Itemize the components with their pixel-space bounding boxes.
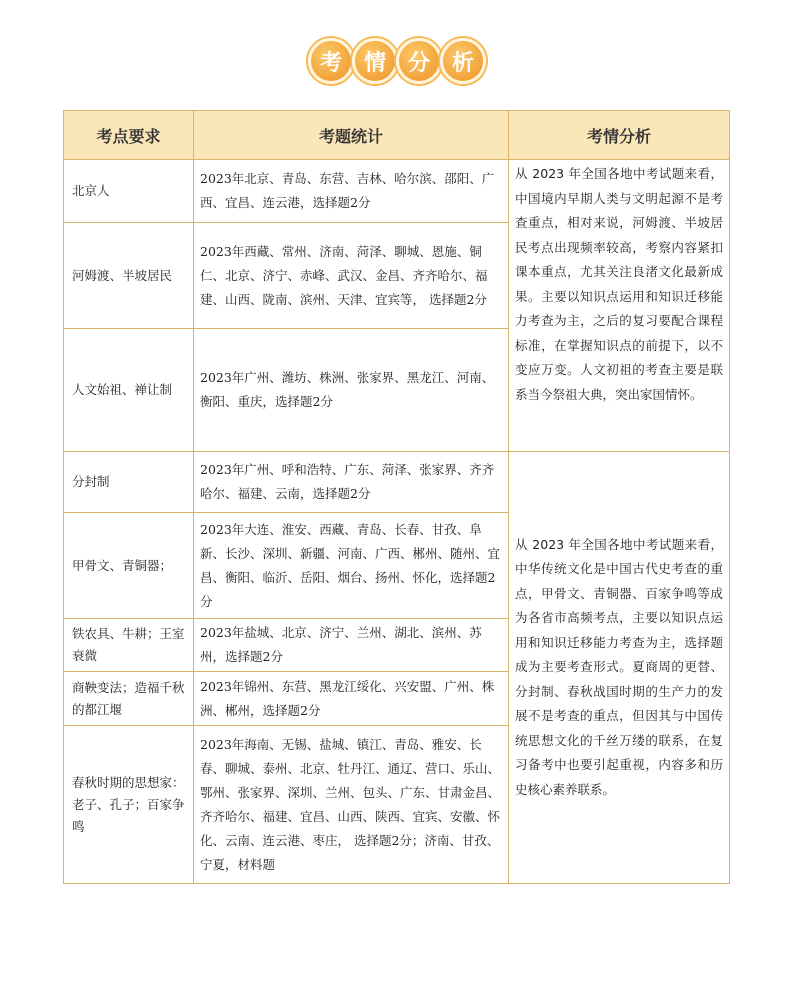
requirement-cell: 春秋时期的思想家：老子、孔子；百家争鸣 [64, 726, 194, 884]
requirement-cell: 人文始祖、禅让制 [64, 329, 194, 452]
analysis-cell: 从 2023 年全国各地中考试题来看，中华传统文化是中国古代史考查的重点，甲骨文、青铜器、百家争鸣等成为各省市高频考点，主要以知识点运用和知识迁移能力考查为主，选择题成为主要考查形式。夏商周的更替、分封制、春秋战国时期的生产力的发展不是考查的重点，但因其与中国传统思想文化的千丝万缕的联系，在复习备考中也要引起重视，内容多和历史核心素养联系。 [509, 452, 730, 884]
requirement-cell: 分封制 [64, 452, 194, 513]
title-banner [0, 38, 794, 90]
table-header-row [64, 111, 730, 160]
statistics-cell: 2023年盐城、北京、济宁、兰州、湖北、滨州、苏州，选择题2分 [194, 619, 509, 672]
title-char-2: 情 [352, 38, 398, 84]
requirement-cell: 北京人 [64, 160, 194, 223]
title-char-3: 分 [396, 38, 442, 84]
page-title [309, 38, 485, 90]
requirement-cell: 甲骨文、青铜器； [64, 513, 194, 619]
statistics-cell: 2023年广州、潍坊、株洲、张家界、黑龙江、河南、衡阳、重庆，选择题2分 [194, 329, 509, 452]
statistics-cell: 2023年大连、淮安、西藏、青岛、长春、甘孜、阜新、长沙、深圳、新疆、河南、广西、郴州、随州、宜昌、衡阳、临沂、岳阳、烟台、扬州、怀化，选择题2分 [194, 513, 509, 619]
requirement-cell: 河姆渡、半坡居民 [64, 223, 194, 329]
header-analysis: 考情分析 [509, 111, 730, 160]
table-row [64, 452, 730, 513]
table-row [64, 160, 730, 223]
statistics-cell: 2023年北京、青岛、东营、吉林、哈尔滨、邵阳、广西、宜昌、连云港，选择题2分 [194, 160, 509, 223]
header-statistics: 考题统计 [194, 111, 509, 160]
analysis-cell: 从 2023 年全国各地中考试题来看，中国境内早期人类与文明起源不是考查重点，相对来说，河姆渡、半坡居民考点出现频率较高，考察内容紧扣课本重点，尤其关注良渚文化最新成果。主要以知识点运用和知识迁移能力考查为主，之后的复习要配合课程标准，在掌握知识点的前提下，以不变应万变。人文初祖的考查主要是联系当今祭祖大典，突出家国情怀。 [509, 160, 730, 452]
exam-analysis-table [63, 110, 730, 884]
header-requirement: 考点要求 [64, 111, 194, 160]
statistics-cell: 2023年西藏、常州、济南、菏泽、聊城、恩施、铜仁、北京、济宁、赤峰、武汉、金昌、齐齐哈尔、福建、山西、陇南、滨州、天津、宜宾等， 选择题2分 [194, 223, 509, 329]
statistics-cell: 2023年海南、无锡、盐城、镇江、青岛、雅安、长春、聊城、泰州、北京、牡丹江、通辽、营口、乐山、鄂州、张家界、深圳、兰州、包头、广东、甘肃金昌、齐齐哈尔、福建、宜昌、山西、陕西、宜宾、安徽、怀化、云南、连云港、枣庄， 选择题2分；济南、甘孜、宁夏，材料题 [194, 726, 509, 884]
statistics-cell: 2023年锦州、东营、黑龙江绥化、兴安盟、广州、株洲、郴州，选择题2分 [194, 672, 509, 726]
title-char-1: 考 [308, 38, 354, 84]
title-char-4: 析 [440, 38, 486, 84]
requirement-cell: 商鞅变法；造福千秋的都江堰 [64, 672, 194, 726]
requirement-cell: 铁农具、牛耕；王室衰微 [64, 619, 194, 672]
statistics-cell: 2023年广州、呼和浩特、广东、菏泽、张家界、齐齐哈尔、福建、云南，选择题2分 [194, 452, 509, 513]
